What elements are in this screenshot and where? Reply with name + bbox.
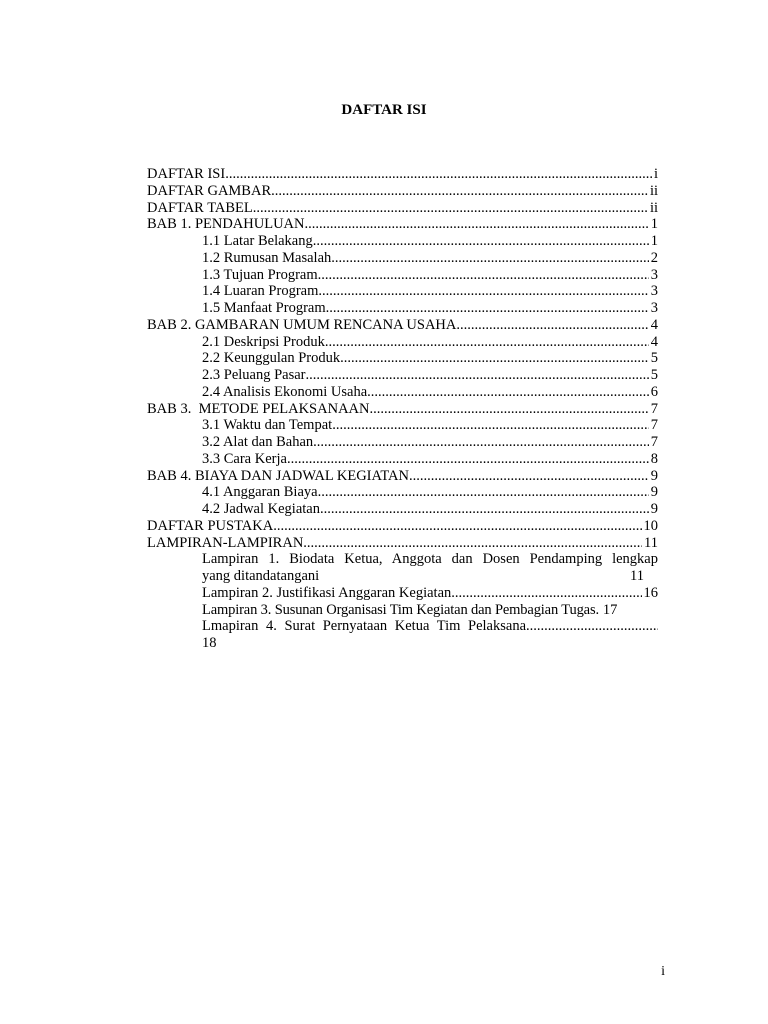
toc-entry-label: BAB 3. METODE PELAKSANAAN — [147, 400, 370, 417]
toc-entry-daftar-isi[interactable] — [147, 166, 658, 183]
toc-entry-label: BAB 1. PENDAHULUAN — [147, 216, 305, 233]
toc-entry-page: 11 — [644, 534, 658, 551]
toc-entry-page: 9 — [650, 501, 658, 517]
toc-entry-lampiran-1[interactable] — [147, 551, 658, 585]
toc-entry-page: 7 — [650, 417, 658, 434]
toc-entry-label: 4.1 Anggaran Biaya — [202, 484, 318, 501]
toc-entry-4-1[interactable] — [147, 484, 658, 501]
toc-dot-leader — [369, 401, 648, 418]
toc-dot-leader — [271, 183, 648, 200]
toc-dot-leader — [305, 216, 649, 233]
toc-entry-page: 3 — [650, 266, 658, 283]
toc-dot-leader — [287, 451, 649, 468]
toc-entry-page: 1 — [650, 233, 658, 249]
toc-entry-page: 3 — [650, 283, 658, 300]
toc-dot-leader — [318, 283, 648, 300]
toc-entry-label: 2.2 Keunggulan Produk — [202, 350, 341, 367]
toc-entry-page: 7 — [650, 400, 658, 417]
toc-entry-page: i — [653, 166, 658, 182]
toc-entry-label: BAB 4. BIAYA DAN JADWAL KEGIATAN — [147, 467, 409, 484]
toc-entry-page: 5 — [650, 350, 658, 367]
toc-entry-lampiran-2[interactable] — [147, 585, 658, 602]
toc-entry-page: 17 — [602, 601, 618, 618]
toc-entry-1-1[interactable] — [147, 233, 658, 250]
toc-entry-page: 4 — [650, 333, 658, 350]
toc-entry-4-2[interactable] — [147, 501, 658, 518]
toc-entry-label: DAFTAR GAMBAR — [147, 182, 272, 199]
toc-dot-leader — [332, 417, 649, 434]
toc-entry-bab-2[interactable] — [147, 317, 658, 334]
toc-entry-label: LAMPIRAN-LAMPIRAN — [147, 534, 304, 551]
toc-entry-lampiran-lampiran[interactable] — [147, 535, 658, 552]
toc-dot-leader — [325, 334, 649, 351]
toc-entry-page: 9 — [650, 467, 658, 484]
toc-dot-leader — [340, 350, 649, 367]
toc-entry-daftar-gambar[interactable] — [147, 183, 658, 200]
toc-entry-label: DAFTAR PUSTAKA — [147, 517, 274, 534]
toc-dot-leader — [320, 501, 649, 518]
toc-entry-1-2[interactable] — [147, 250, 658, 267]
toc-entry-1-4[interactable] — [147, 283, 658, 300]
toc-dot-leader — [526, 618, 658, 635]
toc-entry-page: 1 — [650, 216, 658, 233]
toc-entry-1-5[interactable] — [147, 300, 658, 317]
toc-entry-2-4[interactable] — [147, 384, 658, 401]
toc-entry-page: 2 — [650, 249, 658, 266]
toc-entry-label: Lampiran 2. Justifikasi Anggaran Kegiatan — [202, 584, 452, 601]
toc-entry-2-1[interactable] — [147, 334, 658, 351]
toc-dot-leader — [451, 585, 641, 602]
toc-entry-page: 16 — [643, 584, 658, 601]
toc-entry-label: 3.2 Alat dan Bahan — [202, 434, 314, 450]
toc-dot-leader — [306, 367, 649, 384]
toc-entry-bab-4[interactable] — [147, 468, 658, 485]
toc-entry-3-3[interactable] — [147, 451, 658, 468]
toc-entry-lampiran-3[interactable] — [147, 602, 658, 619]
toc-dot-leader — [225, 166, 652, 183]
toc-entry-page: 9 — [650, 484, 658, 501]
toc-entry-2-2[interactable] — [147, 350, 658, 367]
toc-entry-page: 18 — [202, 635, 217, 651]
page-number: i — [661, 964, 665, 979]
table-of-contents — [147, 166, 658, 652]
toc-entry-1-3[interactable] — [147, 267, 658, 284]
toc-dot-leader — [409, 468, 649, 485]
toc-entry-wrap-line — [202, 568, 658, 585]
toc-entry-label: 1.5 Manfaat Program — [202, 300, 326, 316]
toc-entry-label: DAFTAR ISI — [147, 166, 226, 182]
toc-entry-page: 7 — [650, 434, 658, 450]
toc-entry-page: 4 — [650, 316, 658, 333]
toc-entry-label: 4.2 Jadwal Kegiatan — [202, 501, 320, 517]
toc-entry-label: 1.3 Tujuan Program — [202, 266, 318, 283]
toc-entry-lampiran-4[interactable] — [147, 618, 658, 652]
toc-entry-page: 5 — [650, 367, 658, 383]
toc-dot-leader — [253, 200, 648, 217]
toc-dot-leader — [367, 384, 649, 401]
toc-entry-label: 1.4 Luaran Program — [202, 283, 319, 300]
toc-dot-leader — [331, 250, 648, 267]
toc-entry-page: 10 — [643, 517, 658, 534]
toc-entry-daftar-tabel[interactable] — [147, 200, 658, 217]
toc-entry-page: 11 — [630, 568, 644, 584]
toc-dot-leader — [313, 233, 649, 250]
toc-entry-label-line: Lampiran 1. Biodata Ketua, Anggota dan Dosen Pendamping lengkap — [202, 551, 658, 568]
toc-dot-leader — [318, 267, 649, 284]
toc-entry-bab-3[interactable] — [147, 401, 658, 418]
toc-entry-page: 3 — [650, 300, 658, 316]
toc-entry-3-1[interactable] — [147, 417, 658, 434]
toc-entry-label: Lampiran 3. Susunan Organisasi Tim Kegiatan dan Pembagian Tugas. — [202, 601, 599, 618]
toc-entry-label: 2.1 Deskripsi Produk — [202, 333, 325, 350]
toc-entry-label: DAFTAR TABEL — [147, 199, 253, 216]
toc-entry-label-line — [202, 618, 658, 635]
toc-dot-leader — [303, 535, 642, 552]
toc-entry-page: ii — [649, 182, 658, 199]
toc-entry-label: 3.1 Waktu dan Tempat — [202, 417, 333, 434]
toc-entry-label: 3.3 Cara Kerja — [202, 450, 287, 467]
toc-entry-2-3[interactable] — [147, 367, 658, 384]
toc-dot-leader — [326, 300, 649, 317]
toc-entry-page: 8 — [650, 450, 658, 467]
toc-entry-page: 6 — [650, 383, 658, 400]
toc-entry-label: Lmapiran 4. Surat Pernyataan Ketua Tim Pelaksana — [202, 618, 527, 635]
page-title: DAFTAR ISI — [341, 102, 427, 118]
toc-dot-leader — [313, 434, 649, 451]
toc-entry-3-2[interactable] — [147, 434, 658, 451]
toc-entry-page: ii — [649, 199, 658, 216]
toc-entry-bab-1[interactable] — [147, 216, 658, 233]
toc-dot-leader — [318, 484, 649, 501]
toc-entry-label: 2.4 Analisis Ekonomi Usaha — [202, 383, 368, 400]
toc-entry-daftar-pustaka[interactable] — [147, 518, 658, 535]
toc-entry-label: 2.3 Peluang Pasar — [202, 367, 306, 383]
toc-dot-leader — [273, 518, 641, 535]
toc-entry-label: 1.2 Rumusan Masalah — [202, 249, 332, 266]
toc-entry-label-line: yang ditandatangani — [202, 568, 320, 584]
toc-dot-leader — [456, 317, 648, 334]
toc-entry-label: BAB 2. GAMBARAN UMUM RENCANA USAHA — [147, 316, 457, 333]
toc-entry-label: 1.1 Latar Belakang — [202, 233, 313, 249]
